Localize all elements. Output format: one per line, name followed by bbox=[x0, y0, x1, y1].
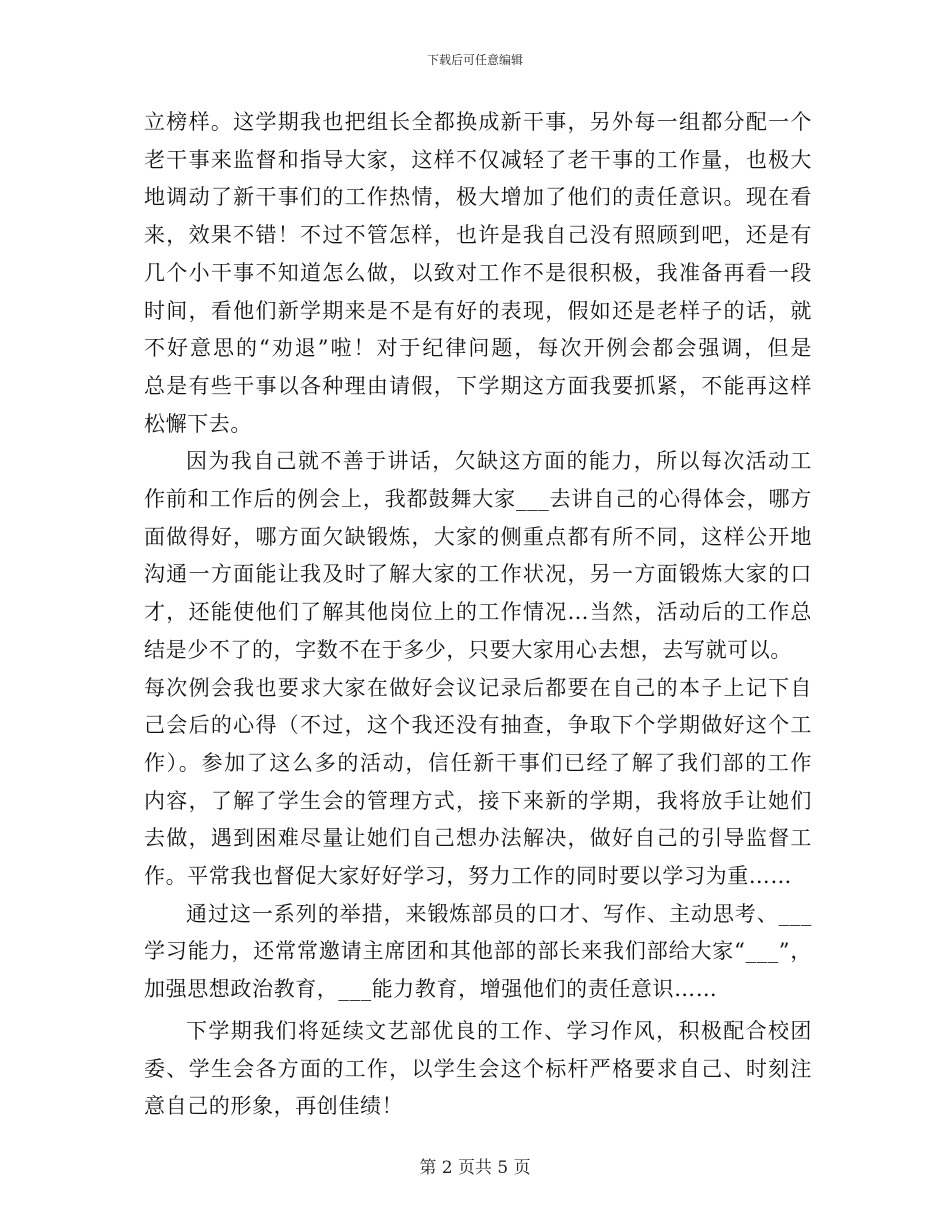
text-line: 作。平常我也督促大家好好学习，努力工作的同时要以学习为重…… bbox=[144, 864, 792, 889]
page-number-footer: 第 2 页共 5 页 bbox=[419, 1158, 531, 1178]
text-line: 加强思想政治教育，___能力教育，增强他们的责任意识…… bbox=[144, 977, 718, 1002]
text-line: 立榜样。这学期我也把组长全都换成新干事，另外每一组都分配一个 bbox=[144, 110, 812, 134]
text-line: 内容，了解了学生会的管理方式，接下来新的学期，我将放手让她们 bbox=[144, 788, 812, 813]
text-line: 来，效果不错！不过不管怎样，也许是我自己没有照顾到吧，还是有 bbox=[144, 223, 812, 248]
text-line: 学习能力，还常常邀请主席团和其他部的部长来我们部给大家“___”， bbox=[144, 939, 812, 964]
text-line: 通过这一系列的举措，来锻炼部员的口才、写作、主动思考、___ bbox=[186, 901, 812, 926]
text-line: 几个小干事不知道怎么做，以致对工作不是很积极，我准备再看一段 bbox=[144, 260, 812, 285]
paragraph bbox=[144, 896, 812, 1009]
text-line: 不好意思的“劝退”啦！对于纪律问题，每次开例会都会强调，但是 bbox=[144, 336, 812, 361]
text-line: 老干事来监督和指导大家，这样不仅减轻了老干事的工作量，也极大 bbox=[144, 147, 812, 172]
paragraph bbox=[144, 443, 812, 895]
text-line: 去做，遇到困难尽量让她们自己想办法解决，做好自己的引导监督工 bbox=[144, 826, 812, 851]
text-line: 下学期我们将延续文艺部优良的工作、学习作风，积极配合校团 bbox=[186, 1018, 812, 1043]
text-line: 意自己的形象，再创佳绩！ bbox=[144, 1094, 404, 1119]
text-line: 地调动了新干事们的工作热情，极大增加了他们的责任意识。现在看 bbox=[144, 185, 812, 210]
page-header: 下载后可任意编辑 bbox=[426, 53, 523, 67]
text-line: 总是有些干事以各种理由请假，下学期这方面我要抓紧，不能再这样 bbox=[144, 373, 812, 398]
text-line: 每次例会我也要求大家在做好会议记录后都要在自己的本子上记下自 bbox=[144, 675, 812, 700]
text-line: 因为我自己就不善于讲话，欠缺这方面的能力，所以每次活动工 bbox=[186, 449, 812, 474]
document-body bbox=[144, 104, 812, 1126]
text-line: 才，还能使他们了解其他岗位上的工作情况…当然，活动后的工作总 bbox=[144, 600, 812, 625]
paragraph bbox=[144, 104, 812, 443]
text-line: 己会后的心得（不过，这个我还没有抽查，争取下个学期做好这个工 bbox=[144, 713, 812, 738]
text-line: 时间，看他们新学期来是不是有好的表现，假如还是老样子的话，就 bbox=[144, 298, 812, 323]
text-line: 松懈下去。 bbox=[144, 411, 252, 436]
text-line: 作）。参加了这么多的活动，信任新干事们已经了解了我们部的工作 bbox=[144, 750, 812, 775]
text-line: 结是少不了的，字数不在于多少，只要大家用心去想，去写就可以。 bbox=[144, 637, 792, 662]
paragraph bbox=[144, 1013, 812, 1126]
text-line: 沟通一方面能让我及时了解大家的工作状况，另一方面锻炼大家的口 bbox=[144, 562, 812, 587]
text-line: 委、学生会各方面的工作，以学生会这个标杆严格要求自己、时刻注 bbox=[144, 1056, 812, 1081]
text-line: 作前和工作后的例会上，我都鼓舞大家___去讲自己的心得体会，哪方 bbox=[144, 487, 812, 512]
text-line: 面做得好，哪方面欠缺锻炼，大家的侧重点都有所不同，这样公开地 bbox=[144, 524, 812, 549]
